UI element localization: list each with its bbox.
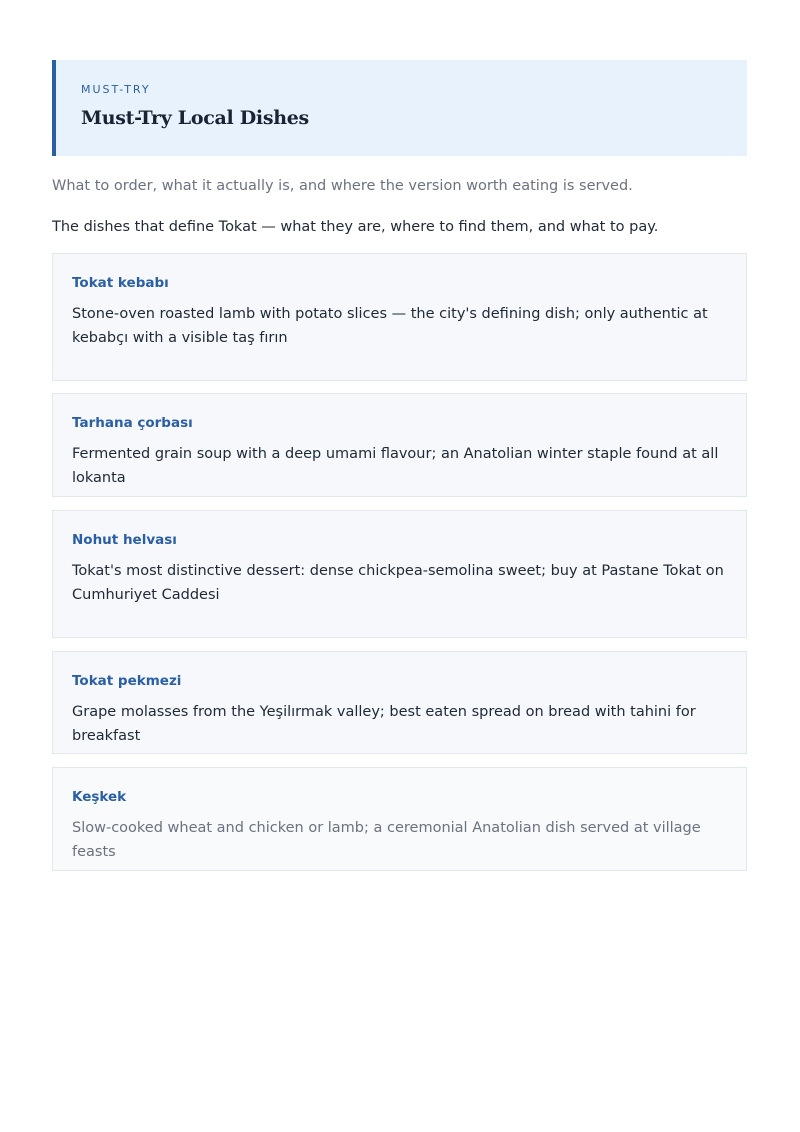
page-subtitle: What to order, what it actually is, and where the version worth eating is served.	[52, 178, 633, 194]
dish-description: Tokat's most distinctive dessert: dense chickpea-semolina sweet; buy at Pastane Tokat on Cumhuriyet Caddesi	[72, 563, 724, 603]
dish-card	[52, 767, 747, 871]
dish-description: Stone-oven roasted lamb with potato slices — the city's defining dish; only authentic at kebabçı with a visible taş fırın	[72, 306, 708, 346]
dish-name: Tokat pekmezi	[72, 673, 182, 689]
dish-description: Grape molasses from the Yeşilırmak valley; best eaten spread on bread with tahini for breakfast	[72, 704, 696, 744]
dish-name: Tarhana çorbası	[72, 415, 193, 431]
dish-name: Tokat kebabı	[72, 275, 169, 291]
dish-card	[52, 510, 747, 638]
page-title: Must-Try Local Dishes	[81, 107, 309, 129]
dish-card	[52, 253, 747, 381]
dish-description: Fermented grain soup with a deep umami flavour; an Anatolian winter staple found at all lokanta	[72, 446, 719, 486]
dish-name: Keşkek	[72, 789, 127, 805]
dish-card	[52, 393, 747, 497]
intro-text: The dishes that define Tokat — what they are, where to find them, and what to pay.	[52, 219, 659, 235]
dish-description: Slow-cooked wheat and chicken or lamb; a ceremonial Anatolian dish served at village feasts	[72, 820, 701, 860]
section-header	[52, 60, 747, 156]
dish-card	[52, 651, 747, 754]
eyebrow-label: MUST-TRY	[81, 83, 151, 96]
dish-name: Nohut helvası	[72, 532, 177, 548]
